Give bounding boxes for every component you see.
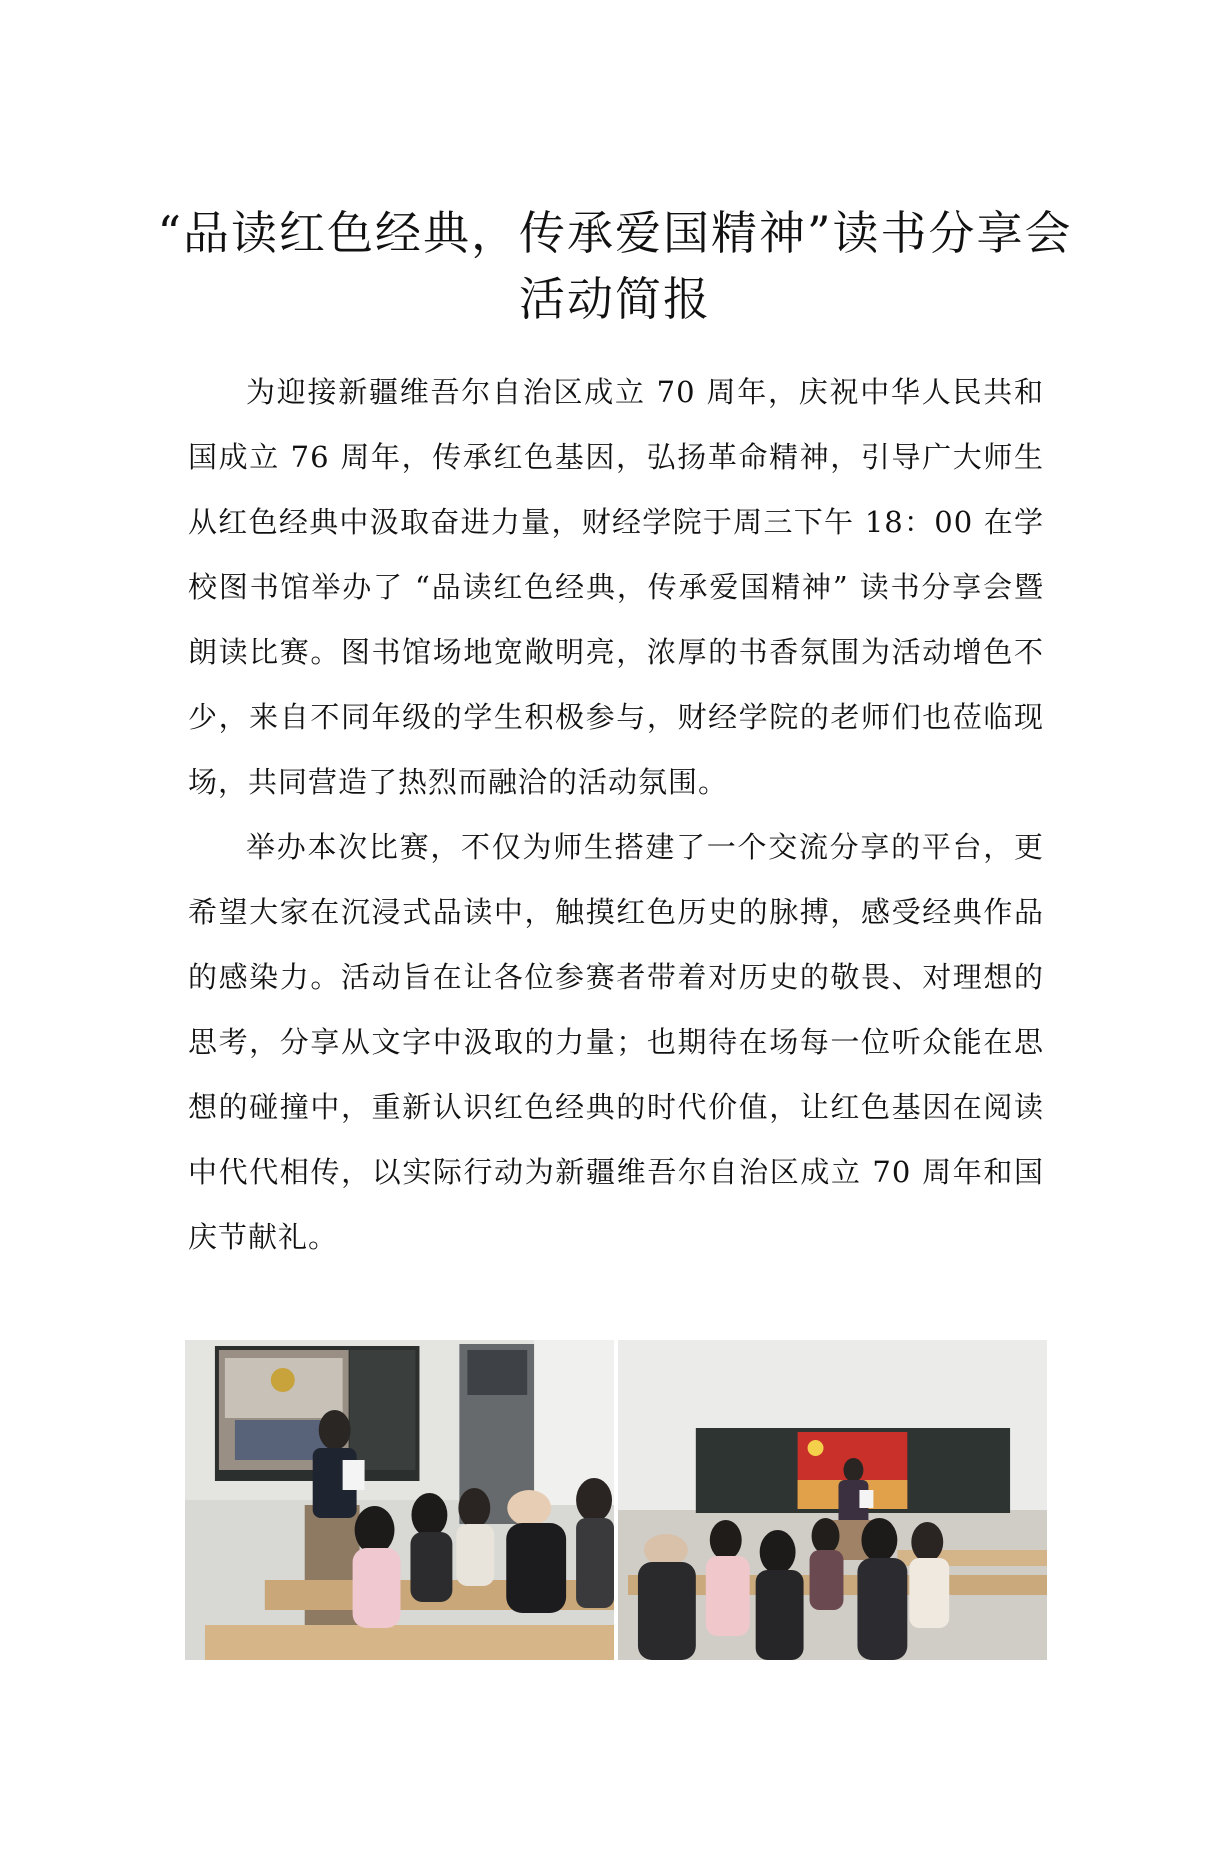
classroom-reading-photo-right	[618, 1340, 1047, 1660]
photo-row	[185, 1340, 1047, 1660]
paragraph-1: 为迎接新疆维吾尔自治区成立 70 周年，庆祝中华人民共和国成立 76 周年，传承红色基因，弘扬革命精神，引导广大师生从红色经典中汲取奋进力量，财经学院于周三下午 18：00 在学校图书馆举办了 “品读红色经典，传承爱国精神” 读书分享会暨朗读比赛。图书馆场地宽敞明亮，浓厚的书香氛围为活动增色不少，来自不同年级的学生积极参与，财经学院的老师们也莅临现场，共同营造了热烈而融洽的活动氛围。	[188, 375, 1044, 799]
document-body	[188, 360, 1044, 1270]
paragraph-2: 举办本次比赛，不仅为师生搭建了一个交流分享的平台，更希望大家在沉浸式品读中，触摸红色历史的脉搏，感受经典作品的感染力。活动旨在让各位参赛者带着对历史的敬畏、对理想的思考，分享从文字中汲取的力量；也期待在场每一位听众能在思想的碰撞中，重新认识红色经典的时代价值，让红色基因在阅读中代代相传，以实际行动为新疆维吾尔自治区成立 70 周年和国庆节献礼。	[188, 830, 1044, 1254]
document-title: “品读红色经典，传承爱国精神”读书分享会活动简报	[157, 206, 1073, 326]
classroom-reading-photo-left	[185, 1340, 614, 1660]
